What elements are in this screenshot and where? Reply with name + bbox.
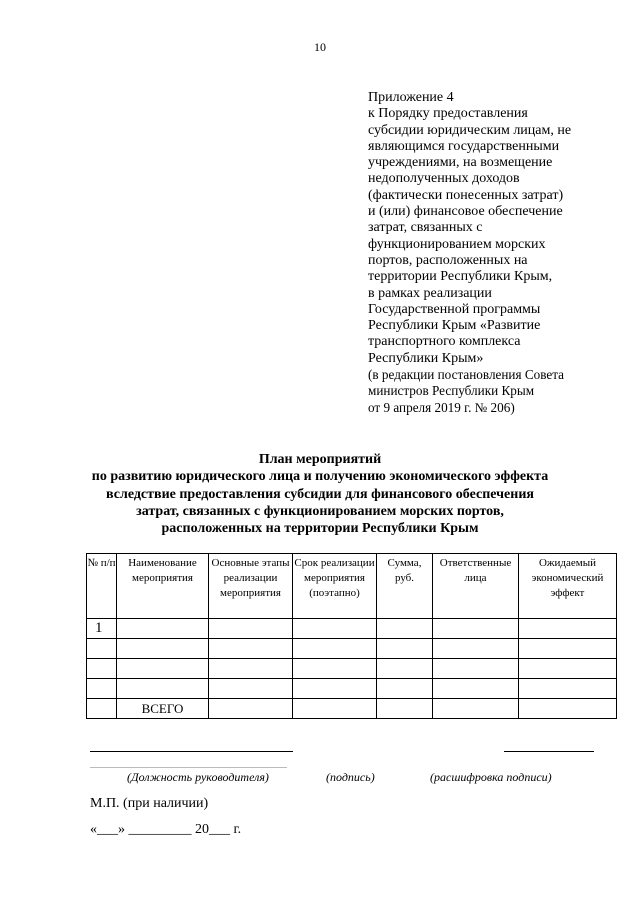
table-cell <box>377 699 433 719</box>
table-cell <box>87 699 117 719</box>
page-number: 10 <box>314 40 326 54</box>
appendix-line: территории Республики Крым, <box>368 269 553 285</box>
header-expected-effect: Ожидаемый экономический эффект <box>519 554 617 619</box>
row-number: 1 <box>87 619 117 639</box>
table-cell <box>377 639 433 659</box>
appendix-line: Республики Крым» <box>368 350 484 366</box>
table-cell <box>117 619 209 639</box>
table-cell <box>293 619 377 639</box>
appendix-block <box>368 90 630 416</box>
table-cell <box>209 699 293 719</box>
table-cell <box>87 679 117 699</box>
appendix-line: к Порядку предоставления <box>368 106 528 122</box>
table-cell <box>433 619 519 639</box>
table-cell <box>117 639 209 659</box>
table-cell <box>87 639 117 659</box>
table-header-row <box>87 554 617 619</box>
table-cell <box>209 679 293 699</box>
table-total-row <box>87 699 617 719</box>
appendix-line: (фактически понесенных затрат) <box>368 187 564 203</box>
appendix-line: субсидии юридическим лицам, не <box>368 122 572 138</box>
title-line: затрат, связанных с функционированием морских портов, <box>136 503 504 519</box>
appendix-line: являющимся государственными <box>368 138 560 154</box>
appendix-line: учреждениями, на возмещение <box>368 155 553 171</box>
table-cell <box>293 659 377 679</box>
table-cell <box>377 679 433 699</box>
table-cell <box>433 639 519 659</box>
position-caption: (Должность руководителя) <box>127 770 269 784</box>
date-line: «___» _________ 20___ г. <box>90 822 242 837</box>
appendix-line: транспортного комплекса <box>368 334 521 350</box>
table-cell <box>293 679 377 699</box>
decoding-line <box>504 751 594 752</box>
table-cell <box>519 619 617 639</box>
table-cell <box>209 619 293 639</box>
appendix-line: Государственной программы <box>368 301 541 317</box>
title-line: по развитию юридического лица и получению экономического эффекта <box>91 469 549 485</box>
appendix-line: Приложение 4 <box>368 90 454 105</box>
table-row <box>87 619 617 639</box>
document-title <box>60 451 580 537</box>
table-row <box>87 659 617 679</box>
total-label: ВСЕГО <box>117 699 209 719</box>
appendix-line: Республики Крым «Развитие <box>368 318 541 334</box>
table-cell <box>519 639 617 659</box>
table-cell <box>87 659 117 679</box>
amendment-line: министров Республики Крым <box>368 383 535 399</box>
title-line: вследствие предоставления субсидии для финансового обеспечения <box>106 486 534 502</box>
stamp-text: М.П. (при наличии) <box>90 796 209 811</box>
table-cell <box>519 679 617 699</box>
appendix-line: затрат, связанных с <box>368 220 483 236</box>
header-main-stages: Основные этапы реализации мероприятия <box>209 554 293 619</box>
header-responsible: Ответственные лица <box>433 554 519 619</box>
appendix-line: недополученных доходов <box>368 171 520 187</box>
table-row <box>87 679 617 699</box>
faint-line <box>90 767 287 768</box>
header-amount: Сумма, руб. <box>377 554 433 619</box>
header-deadline: Срок реализации мероприятия (поэтапно) <box>293 554 377 619</box>
table-cell <box>433 679 519 699</box>
plan-table <box>86 553 617 719</box>
table-cell <box>433 659 519 679</box>
table-cell <box>117 679 209 699</box>
amendment-line: (в редакции постановления Совета <box>368 367 565 383</box>
appendix-line: функционированием морских <box>368 236 546 252</box>
title-line: расположенных на территории Республики Крым <box>161 521 479 537</box>
title-line: План мероприятий <box>258 452 382 467</box>
table-cell <box>519 659 617 679</box>
header-number: № п/п <box>87 554 117 619</box>
table-row <box>87 639 617 659</box>
table-cell <box>209 659 293 679</box>
table-cell <box>117 659 209 679</box>
table-cell <box>293 699 377 719</box>
decoding-caption: (расшифровка подписи) <box>430 770 552 784</box>
position-line <box>90 751 293 752</box>
appendix-line: в рамках реализации <box>368 285 492 301</box>
amendment-line: от 9 апреля 2019 г. № 206) <box>368 399 515 415</box>
table-cell <box>519 699 617 719</box>
table-cell <box>433 699 519 719</box>
appendix-line: и (или) финансовое обеспечение <box>368 204 563 220</box>
header-activity-name: Наименование мероприятия <box>117 554 209 619</box>
table-cell <box>377 619 433 639</box>
appendix-line: портов, расположенных на <box>368 252 528 268</box>
table-cell <box>209 639 293 659</box>
table-cell <box>377 659 433 679</box>
signature-caption: (подпись) <box>326 770 375 784</box>
table-cell <box>293 639 377 659</box>
